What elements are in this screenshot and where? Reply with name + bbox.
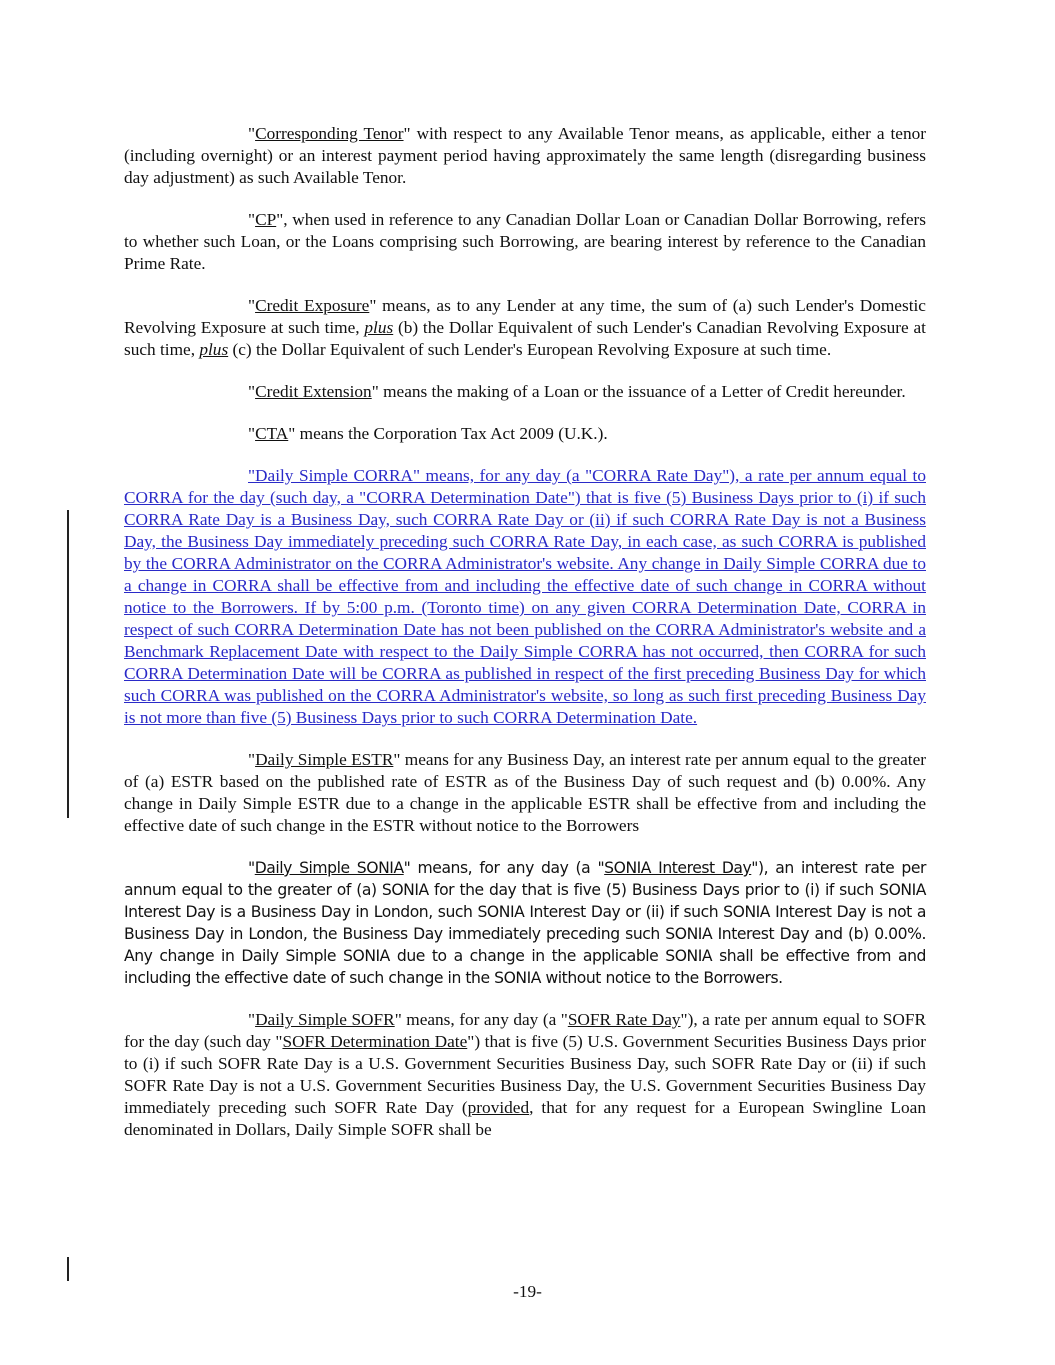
emphasis: plus: [199, 340, 229, 359]
defined-term: Credit Extension: [255, 382, 372, 401]
change-bar: [67, 1257, 69, 1281]
definition-paragraph: [124, 123, 926, 189]
page-number: -19-: [513, 1282, 542, 1301]
text-run: " with respect to any Available Tenor means, as applicable, either a tenor (including overnight) or an interest payment period having approximately the same length (disregarding business day adjustment) as such Available Tenor.: [124, 124, 927, 187]
defined-term: SOFR Rate Day: [567, 1010, 681, 1029]
defined-term: Credit Exposure: [255, 296, 370, 315]
definition-paragraph: [124, 749, 926, 837]
inserted-text: "Daily Simple CORRA" means, for any day (a "CORRA Rate Day"), a rate per annum equal to CORRA for the day (such day, a "CORRA Determination Date") that is five (5) Business Days prior to (i) if such CORRA Rate Day is a Business Day, such CORRA Rate Day or (ii) if such CORRA Rate Day is not a Business Day, the Business Day immediately preceding such CORRA Rate Day, in each case, as such CORRA is published by the CORRA Administrator on the CORRA Administrator's website. Any change in Daily Simple CORRA due to a change in CORRA shall be effective from and including the effective date of such change in CORRA without notice to the Borrowers. If by 5:00 p.m. (Toronto time) on any given CORRA Determination Date, CORRA in respect of such CORRA Determination Date has not been published on the CORRA Administrator's website and a Benchmark Replacement Date with respect to the Daily Simple CORRA has not occurred, then CORRA for such CORRA Determination Date will be CORRA as published in respect of the first preceding Business Day for which such CORRA was published on the CORRA Administrator's website, so long as such first preceding Business Day is not more than five (5) Business Days prior to such CORRA Determination Date.: [124, 466, 926, 727]
text-run: " means, as to any Lender at any time, the sum of (a) such Lender's Domestic Revolving Exposure at such time,: [124, 296, 926, 337]
change-bar: [67, 510, 69, 818]
text-run: " means the Corporation Tax Act 2009 (U.K.).: [288, 424, 608, 443]
text-run: ": [248, 750, 256, 769]
text-run: ": [248, 1010, 256, 1029]
text-run: " means for any Business Day, an interest rate per annum equal to the greater of (a) ESTR based on the published rate of ESTR as of the Business Day of such request and (b) 0.00%. Any change in Daily Simple ESTR due to a change in the applicable ESTR shall be effective from and including the effective date of such change in the ESTR without notice to the Borrowers: [124, 750, 927, 835]
defined-term: SOFR Determination Date: [282, 1032, 468, 1051]
defined-term: CTA: [255, 424, 289, 443]
defined-term: Daily Simple SOFR: [255, 1010, 395, 1029]
emphasis: plus: [364, 318, 394, 337]
defined-term: Corresponding Tenor: [255, 124, 404, 143]
definition-paragraph: [124, 295, 926, 361]
text-run: ") that is five (5) U.S. Government Securities Business Days prior to (i) if such SOFR Rate Day is a U.S. Government Securities Business Day, such SOFR Rate Day or (ii) if such SOFR Rate Day is not a U.S. Government Securities Business Day, the U.S. Government Securities Business Day immediately preceding such SOFR Rate Day (: [124, 1032, 926, 1117]
text-run: ": [248, 382, 256, 401]
text-run: ": [248, 210, 256, 229]
definition-paragraph: [124, 209, 926, 275]
defined-term: CP: [255, 210, 277, 229]
text-run: " means, for any day (a ": [403, 859, 605, 877]
definition-paragraph: [124, 857, 926, 989]
text-run: (c) the Dollar Equivalent of such Lender's European Revolving Exposure at such time.: [228, 340, 832, 359]
text-run: " means the making of a Loan or the issuance of a Letter of Credit hereunder.: [371, 382, 906, 401]
text-run: ": [248, 424, 256, 443]
text-run: "), an interest rate per annum equal to the greater of (a) SONIA for the day that is five (5) Business Days prior to (i) if such SONIA Interest Day is a Business Day in London, such SONIA Interest Day or (ii) if such SONIA Interest Day is not a Business Day in London, the Business Day immediately preceding such SONIA Interest Day and (b) 0.00%. Any change in Daily Simple SONIA due to a change in the applicable SONIA shall be effective from and including the effective date of such change in the SONIA without notice to the Borrowers.: [124, 859, 926, 987]
definition-paragraph: [124, 1009, 926, 1141]
defined-term: SONIA Interest Day: [604, 859, 752, 877]
text-run: , that for any request for a European Swingline Loan denominated in Dollars, Daily Simple SOFR shall be: [124, 1098, 926, 1139]
definition-paragraph: [124, 465, 926, 729]
text-run: (b) the Dollar Equivalent of such Lender's Canadian Revolving Exposure at such time,: [124, 318, 926, 359]
text-run: "), a rate per annum equal to SOFR for the day (such day ": [124, 1010, 927, 1051]
document-page: [124, 123, 926, 1161]
text-run: ", when used in reference to any Canadian Dollar Loan or Canadian Dollar Borrowing, refers to whether such Loan, or the Loans comprising such Borrowing, are bearing interest by reference to the Canadian Prime Rate.: [124, 210, 926, 273]
text-run: " means, for any day (a ": [394, 1010, 568, 1029]
text-run: ": [248, 124, 256, 143]
text-run: ": [248, 859, 255, 877]
definition-paragraph: [124, 381, 926, 403]
definition-paragraph: [124, 423, 926, 445]
defined-term: provided: [467, 1098, 530, 1117]
text-run: ": [248, 296, 256, 315]
defined-term: Daily Simple ESTR: [255, 750, 394, 769]
defined-term: Daily Simple SONIA: [254, 859, 404, 877]
